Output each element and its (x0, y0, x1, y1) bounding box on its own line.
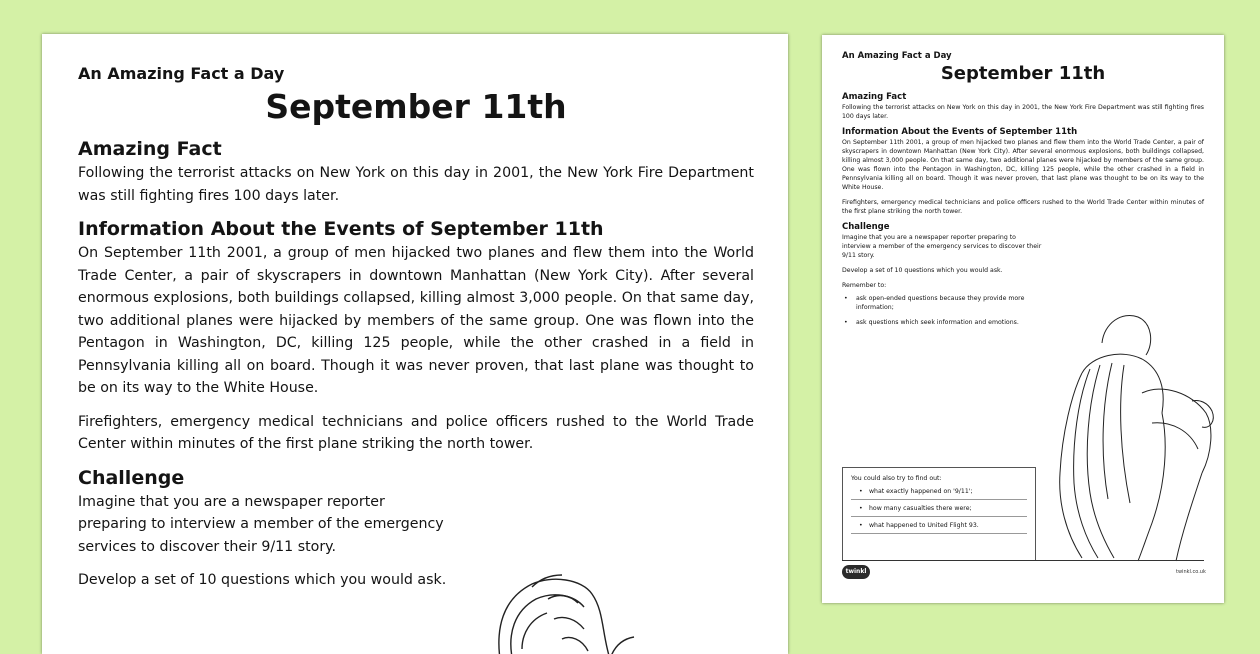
preview-challenge-text: Imagine that you are a newspaper reporter preparing to interview a member of the emergency services to discover their 9/11 story. (842, 234, 1042, 259)
list-item: • ask open-ended questions because they provide more information; (842, 294, 1042, 312)
preview-challenge-heading: Challenge (842, 222, 890, 232)
preview-remember-label: Remember to: (842, 282, 887, 289)
list-item: • what happened to United Flight 93. (851, 521, 1027, 534)
hugging-people-preview-icon (1042, 303, 1222, 563)
preview-info-heading: Information About the Events of September 11th (842, 127, 1078, 137)
info-text-2: Firefighters, emergency medical technicians and police officers rushed to the World Trade Center within minutes of the first plane striking the north tower. (78, 413, 754, 452)
series-title: An Amazing Fact a Day (78, 64, 285, 83)
preview-develop-text: Develop a set of 10 questions which you would ask. (842, 267, 1003, 274)
preview-fact-heading: Amazing Fact (842, 92, 907, 102)
footer-url: twinkl.co.uk (1176, 569, 1206, 575)
preview-info-text: On September 11th 2001, a group of men hijacked two planes and flew them into the World Trade Center, a pair of skyscrapers in downtown Manhattan (New York City). After several enormous explosions, both buildings collapsed, killing almost 3,000 people. On that same day, two additional planes were hijacked by members of the same group. One was flown into the Pentagon in Washington, DC, killing 125 people, while the other crashed in a field in Pennsylvania killing all on board. Though it was never proven, that last plane was thought to be on its way to the White House. (842, 139, 1204, 191)
challenge-section (78, 467, 450, 592)
list-item: • ask questions which seek information and emotions. (842, 318, 1042, 327)
box-list (851, 487, 1027, 534)
challenge-heading: Challenge (78, 466, 185, 489)
fact-heading: Amazing Fact (78, 138, 222, 160)
preview-page-title: September 11th (940, 63, 1106, 84)
challenge-text: Imagine that you are a newspaper reporter preparing to interview a member of the emergency services to discover their 9/11 story. (78, 493, 444, 555)
hugging-people-icon (492, 539, 692, 654)
page-title: September 11th (265, 87, 567, 126)
preview-remember-list (842, 294, 1042, 327)
preview-series-title: An Amazing Fact a Day (842, 51, 952, 61)
preview-fact-text: Following the terrorist attacks on New York on this day in 2001, the New York Fire Department was still fighting fires 100 days later. (842, 104, 1204, 120)
fact-text: Following the terrorist attacks on New York on this day in 2001, the New York Fire Department was still fighting fires 100 days later. (78, 165, 754, 204)
worksheet-page-large (42, 34, 788, 654)
worksheet-content (78, 64, 754, 592)
info-text: On September 11th 2001, a group of men hijacked two planes and flew them into the World Trade Center, a pair of skyscrapers in downtown Manhattan (New York City). After several enormous explosions, both buildings collapsed, killing almost 3,000 people. On that same day, two additional planes were hijacked by members of the same group. One was flown into the Pentagon in Washington, DC, killing 125 people, while the other crashed in a field in Pennsylvania killing all on board. Though it was never proven, that last plane was thought to be on its way to the White House. (78, 245, 754, 396)
list-item: • what exactly happened on '9/11'; (851, 487, 1027, 500)
preview-content (842, 51, 1204, 333)
info-heading: Information About the Events of September 11th (78, 218, 604, 240)
worksheet-page-preview (822, 35, 1224, 603)
preview-challenge-section (842, 222, 1042, 327)
develop-text: Develop a set of 10 questions which you would ask. (78, 572, 447, 588)
box-intro: You could also try to find out: (851, 475, 942, 482)
preview-find-out-box (842, 467, 1036, 561)
list-item: • how many casualties there were; (851, 504, 1027, 517)
footer-divider (842, 560, 1204, 561)
preview-info-text-2: Firefighters, emergency medical technicians and police officers rushed to the World Trade Center within minutes of the first plane striking the north tower. (842, 199, 1204, 215)
twinkl-logo: twinkl (842, 565, 870, 579)
